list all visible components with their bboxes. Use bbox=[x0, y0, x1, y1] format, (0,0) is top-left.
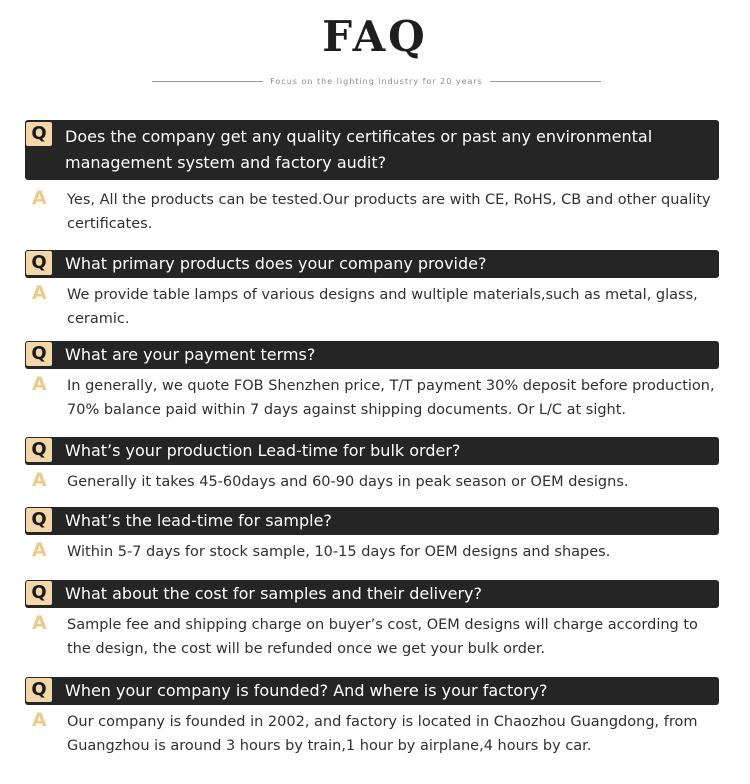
answer bbox=[25, 465, 719, 494]
faq-item-payment bbox=[25, 341, 719, 422]
answer bbox=[25, 535, 719, 564]
answer bbox=[25, 180, 719, 236]
question-text: What’s the lead-time for sample? bbox=[65, 511, 332, 530]
q-badge-icon: Q bbox=[26, 342, 52, 366]
subtitle-row bbox=[152, 74, 601, 88]
q-badge-icon: Q bbox=[26, 678, 52, 702]
subtitle: Focus on the lighting industry for 20 years bbox=[270, 76, 483, 86]
question-bar bbox=[25, 341, 719, 369]
a-badge-icon: A bbox=[32, 187, 47, 209]
answer-text: Sample fee and shipping charge on buyer’s cost, OEM designs will charge according to the design, the cost will be refunded once we get your bulk order. bbox=[67, 617, 698, 657]
a-badge-icon: A bbox=[32, 373, 47, 395]
answer bbox=[25, 608, 719, 661]
faq-item-sample-lead-time bbox=[25, 507, 719, 564]
q-badge-icon: Q bbox=[26, 581, 52, 605]
divider-left bbox=[152, 81, 263, 82]
question-text: What about the cost for samples and their delivery? bbox=[65, 584, 482, 603]
a-badge-icon: A bbox=[32, 709, 47, 731]
page-title: FAQ bbox=[322, 12, 428, 61]
question-bar bbox=[25, 677, 719, 705]
q-badge-icon: Q bbox=[26, 122, 52, 146]
faq-item-company-factory bbox=[25, 677, 719, 758]
a-badge-icon: A bbox=[32, 612, 47, 634]
faq-item-products bbox=[25, 250, 719, 331]
answer bbox=[25, 369, 719, 422]
answer-text: In generally, we quote FOB Shenzhen price, T/T payment 30% deposit before production, 70% balance paid within 7 days against shipping documents. Or L/C at sight. bbox=[67, 378, 715, 418]
answer-text: Generally it takes 45-60days and 60-90 days in peak season or OEM designs. bbox=[67, 474, 629, 490]
question-bar bbox=[25, 437, 719, 465]
faq-item-bulk-lead-time bbox=[25, 437, 719, 494]
question-text: When your company is founded? And where is your factory? bbox=[65, 681, 548, 700]
answer bbox=[25, 705, 719, 758]
question-text: Does the company get any quality certificates or past any environmental management system and factory audit? bbox=[65, 127, 653, 172]
answer-text: Our company is founded in 2002, and factory is located in Chaozhou Guangdong, from Guangzhou is around 3 hours by train,1 hour by airplane,4 hours by car. bbox=[67, 714, 698, 754]
q-badge-icon: Q bbox=[26, 251, 52, 275]
question-text: What primary products does your company provide? bbox=[65, 254, 487, 273]
divider-right bbox=[490, 81, 601, 82]
question-bar bbox=[25, 120, 719, 180]
answer-text: Yes, All the products can be tested.Our products are with CE, RoHS, CB and other quality certificates. bbox=[67, 192, 711, 232]
question-text: What are your payment terms? bbox=[65, 345, 316, 364]
a-badge-icon: A bbox=[32, 539, 47, 561]
faq-item-certificates bbox=[25, 120, 719, 236]
answer-text: Within 5-7 days for stock sample, 10-15 days for OEM designs and shapes. bbox=[67, 544, 611, 560]
q-badge-icon: Q bbox=[26, 508, 52, 532]
a-badge-icon: A bbox=[32, 469, 47, 491]
question-bar bbox=[25, 250, 719, 278]
answer-text: We provide table lamps of various designs and wultiple materials,such as metal, glass, ceramic. bbox=[67, 287, 698, 327]
answer bbox=[25, 278, 719, 331]
q-badge-icon: Q bbox=[26, 438, 52, 462]
question-bar bbox=[25, 580, 719, 608]
question-text: What’s your production Lead-time for bulk order? bbox=[65, 441, 461, 460]
question-bar bbox=[25, 507, 719, 535]
faq-item-sample-cost bbox=[25, 580, 719, 661]
a-badge-icon: A bbox=[32, 282, 47, 304]
